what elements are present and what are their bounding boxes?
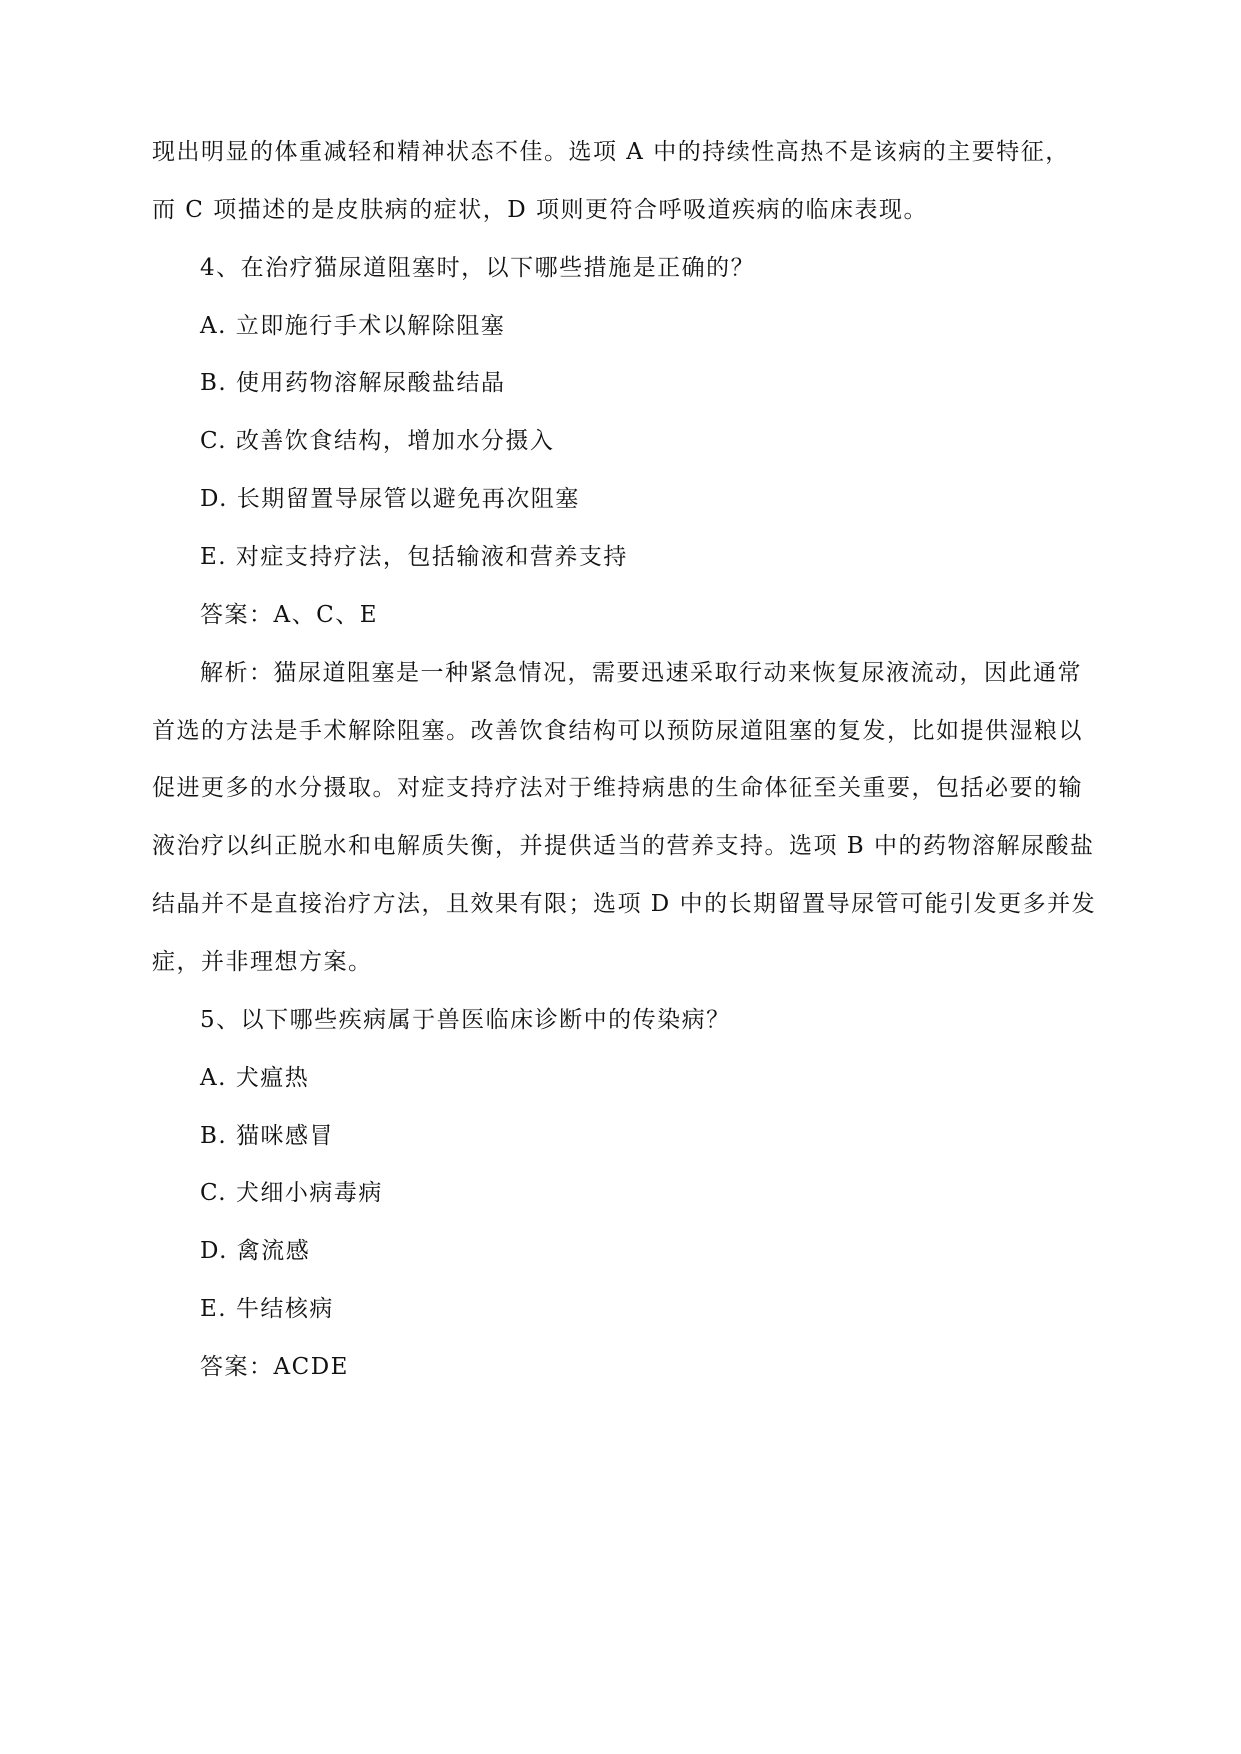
q4-option-b: B. 使用药物溶解尿酸盐结晶: [200, 370, 506, 396]
q5-option-e: E. 牛结核病: [200, 1296, 334, 1322]
q4-option-e: E. 对症支持疗法，包括输液和营养支持: [200, 544, 628, 570]
question-4-title: 4、在治疗猫尿道阻塞时，以下哪些措施是正确的？: [200, 255, 756, 281]
q4-option-c: C. 改善饮食结构，增加水分摄入: [200, 428, 555, 454]
q5-option-b: B. 猫咪感冒: [200, 1123, 335, 1149]
q4-answer: 答案：A、C、E: [200, 602, 378, 628]
paragraph-line: 现出明显的体重减轻和精神状态不佳。选项 A 中的持续性高热不是该病的主要特征，: [152, 139, 1070, 165]
question-5-title: 5、以下哪些疾病属于兽医临床诊断中的传染病？: [200, 1007, 731, 1033]
q5-option-c: C. 犬细小病毒病: [200, 1180, 383, 1206]
q4-analysis-line: 液治疗以纠正脱水和电解质失衡，并提供适当的营养支持。选项 B 中的药物溶解尿酸盐: [152, 833, 1095, 859]
q5-answer: 答案：ACDE: [200, 1354, 349, 1380]
q4-analysis-line: 促进更多的水分摄取。对症支持疗法对于维持病患的生命体征至关重要，包括必要的输: [152, 775, 1083, 801]
q4-option-d: D. 长期留置导尿管以避免再次阻塞: [200, 486, 580, 512]
q4-analysis-line: 症，并非理想方案。: [152, 949, 373, 975]
q4-analysis-line: 首选的方法是手术解除阻塞。改善饮食结构可以预防尿道阻塞的复发，比如提供湿粮以: [152, 718, 1083, 744]
q5-option-a: A. 犬瘟热: [200, 1065, 310, 1091]
q4-option-a: A. 立即施行手术以解除阻塞: [200, 313, 506, 339]
q5-option-d: D. 禽流感: [200, 1238, 311, 1264]
q4-analysis-line: 解析：猫尿道阻塞是一种紧急情况，需要迅速采取行动来恢复尿液流动，因此通常: [200, 660, 1082, 686]
q4-analysis-line: 结晶并不是直接治疗方法，且效果有限；选项 D 中的长期留置导尿管可能引发更多并发: [152, 891, 1097, 917]
paragraph-line: 而 C 项描述的是皮肤病的症状，D 项则更符合呼吸道疾病的临床表现。: [152, 197, 928, 223]
